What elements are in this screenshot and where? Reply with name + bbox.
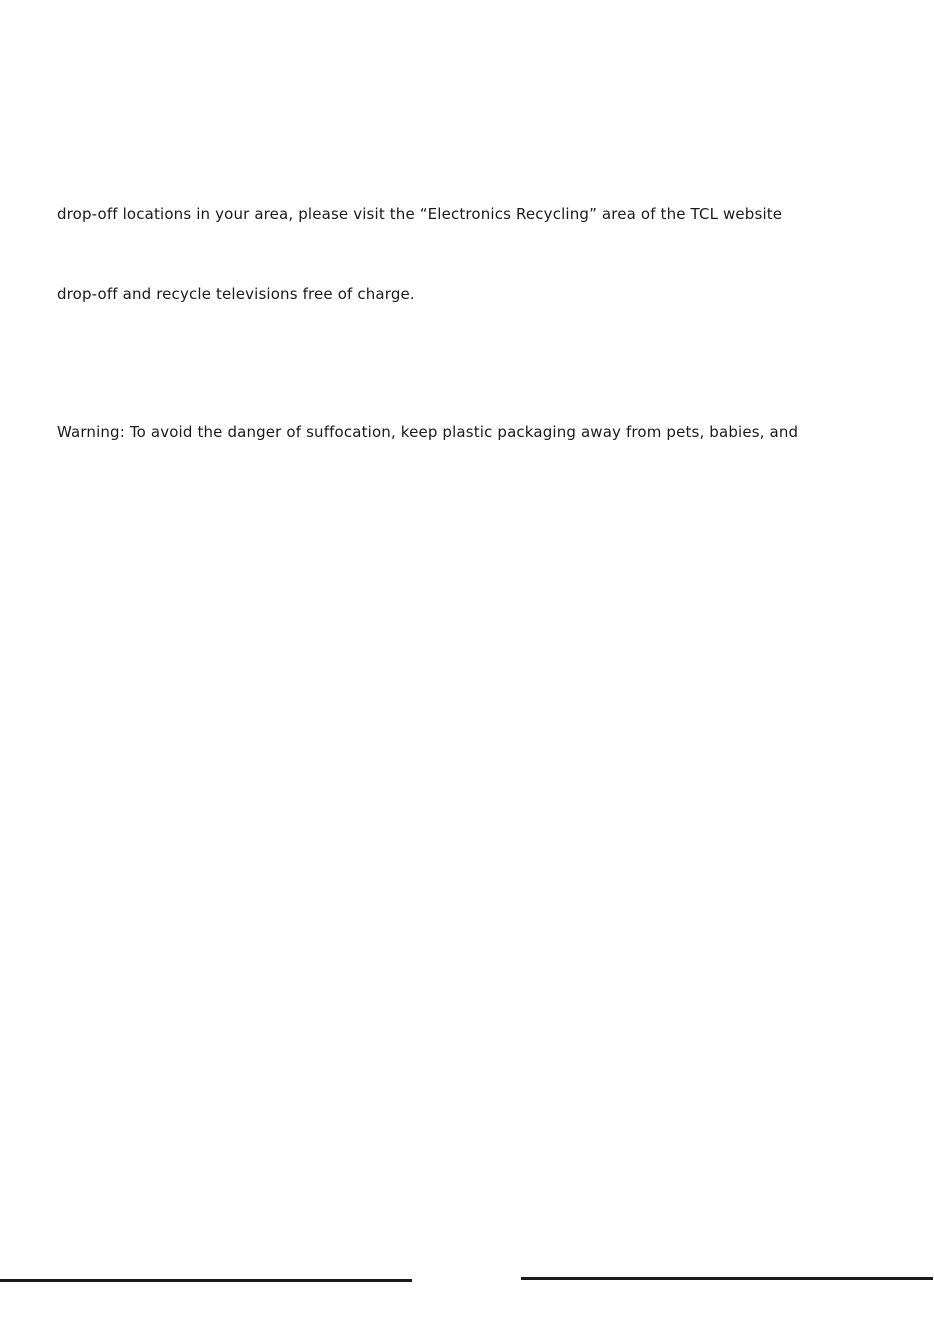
recycling-text-line: drop-off and recycle televisions free of charge.	[57, 285, 415, 303]
footer-rule-right	[521, 1277, 933, 1280]
footer-rule-left	[0, 1279, 412, 1282]
warning-text-line: Warning: To avoid the danger of suffocation, keep plastic packaging away from pets, babies, and	[57, 423, 799, 441]
recycling-text-line: drop-off locations in your area, please visit the “Electronics Recycling” area of the TCL website	[57, 205, 783, 223]
